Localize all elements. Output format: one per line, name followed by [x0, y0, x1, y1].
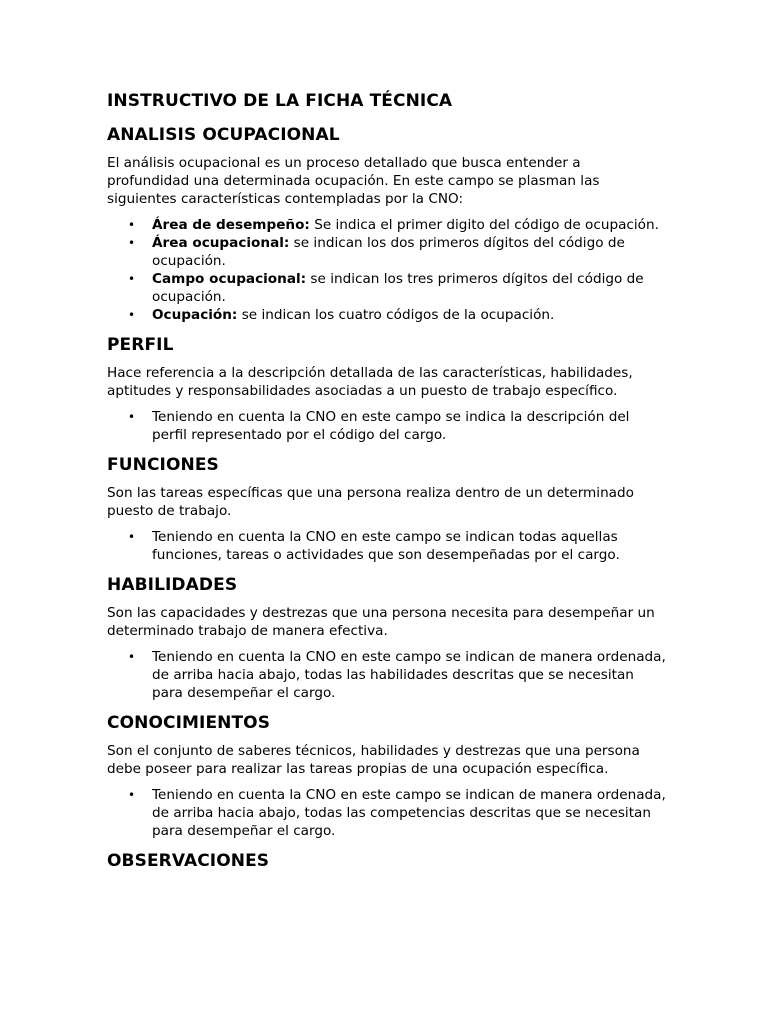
list-item: [107, 786, 667, 840]
list-item: [107, 648, 667, 702]
section-paragraph-perfil: Hace referencia a la descripción detallada de las características, habilidades, aptitudes y responsabilidades asociadas a un puesto de trabajo específico.: [107, 365, 633, 399]
list-item: [107, 270, 667, 306]
list-item: [107, 528, 667, 564]
bullet-text: Teniendo en cuenta la CNO en este campo se indican de manera ordenada, de arriba hacia abajo, todas las habilidades descritas que se necesitan para desempeñar el cargo.: [152, 649, 666, 701]
bullet-list-perfil: [107, 408, 667, 444]
bullet-text: Teniendo en cuenta la CNO en este campo se indica la descripción del perfil representado por el código del cargo.: [152, 409, 630, 443]
bullet-icon: •: [128, 788, 136, 802]
bullet-icon: •: [128, 530, 136, 544]
section-heading-perfil: PERFIL: [107, 335, 174, 355]
section-heading-observaciones: OBSERVACIONES: [107, 851, 270, 871]
bullet-icon: •: [128, 308, 136, 322]
section-paragraph-analisis-ocupacional: El análisis ocupacional es un proceso detallado que busca entender a profundidad una determinada ocupación. En este campo se plasman las siguientes características contempladas por la CNO:: [107, 155, 600, 207]
bullet-icon: •: [128, 410, 136, 424]
bullet-label: Área ocupacional:: [152, 235, 290, 251]
bullet-text: se indican los cuatro códigos de la ocupación.: [237, 307, 555, 323]
document-page: [107, 90, 667, 872]
bullet-label: Área de desempeño:: [152, 217, 310, 233]
bullet-icon: •: [128, 236, 136, 250]
bullet-text: Teniendo en cuenta la CNO en este campo se indican de manera ordenada, de arriba hacia abajo, todas las competencias descritas que se necesitan para desempeñar el cargo.: [152, 787, 666, 839]
bullet-icon: •: [128, 650, 136, 664]
list-item: [107, 306, 667, 324]
bullet-list-conocimientos: [107, 786, 667, 840]
section-heading-conocimientos: CONOCIMIENTOS: [107, 713, 271, 733]
bullet-text: Teniendo en cuenta la CNO en este campo se indican todas aquellas funciones, tareas o actividades que son desempeñadas por el cargo.: [152, 529, 620, 563]
bullet-icon: •: [128, 218, 136, 232]
bullet-text: se indican los dos primeros dígitos del código de ocupación.: [152, 235, 625, 269]
list-item: [107, 216, 667, 234]
list-item: [107, 234, 667, 270]
bullet-text: Se indica el primer digito del código de ocupación.: [309, 217, 659, 233]
section-paragraph-conocimientos: Son el conjunto de saberes técnicos, habilidades y destrezas que una persona debe poseer para realizar las tareas propias de una ocupación específica.: [107, 743, 640, 777]
section-heading-funciones: FUNCIONES: [107, 455, 219, 475]
bullet-list-funciones: [107, 528, 667, 564]
bullet-list-analisis-ocupacional: [107, 216, 667, 324]
bullet-label: Ocupación:: [152, 307, 238, 323]
section-heading-analisis-ocupacional: ANALISIS OCUPACIONAL: [107, 125, 340, 145]
section-heading-habilidades: HABILIDADES: [107, 575, 238, 595]
bullet-label: Campo ocupacional:: [152, 271, 307, 287]
bullet-icon: •: [128, 272, 136, 286]
section-paragraph-funciones: Son las tareas específicas que una persona realiza dentro de un determinado puesto de trabajo.: [107, 485, 634, 519]
bullet-list-habilidades: [107, 648, 667, 702]
bullet-text: se indican los tres primeros dígitos del código de ocupación.: [152, 271, 644, 305]
section-paragraph-habilidades: Son las capacidades y destrezas que una persona necesita para desempeñar un determinado trabajo de manera efectiva.: [107, 605, 655, 639]
list-item: [107, 408, 667, 444]
document-title: INSTRUCTIVO DE LA FICHA TÉCNICA: [107, 91, 453, 111]
